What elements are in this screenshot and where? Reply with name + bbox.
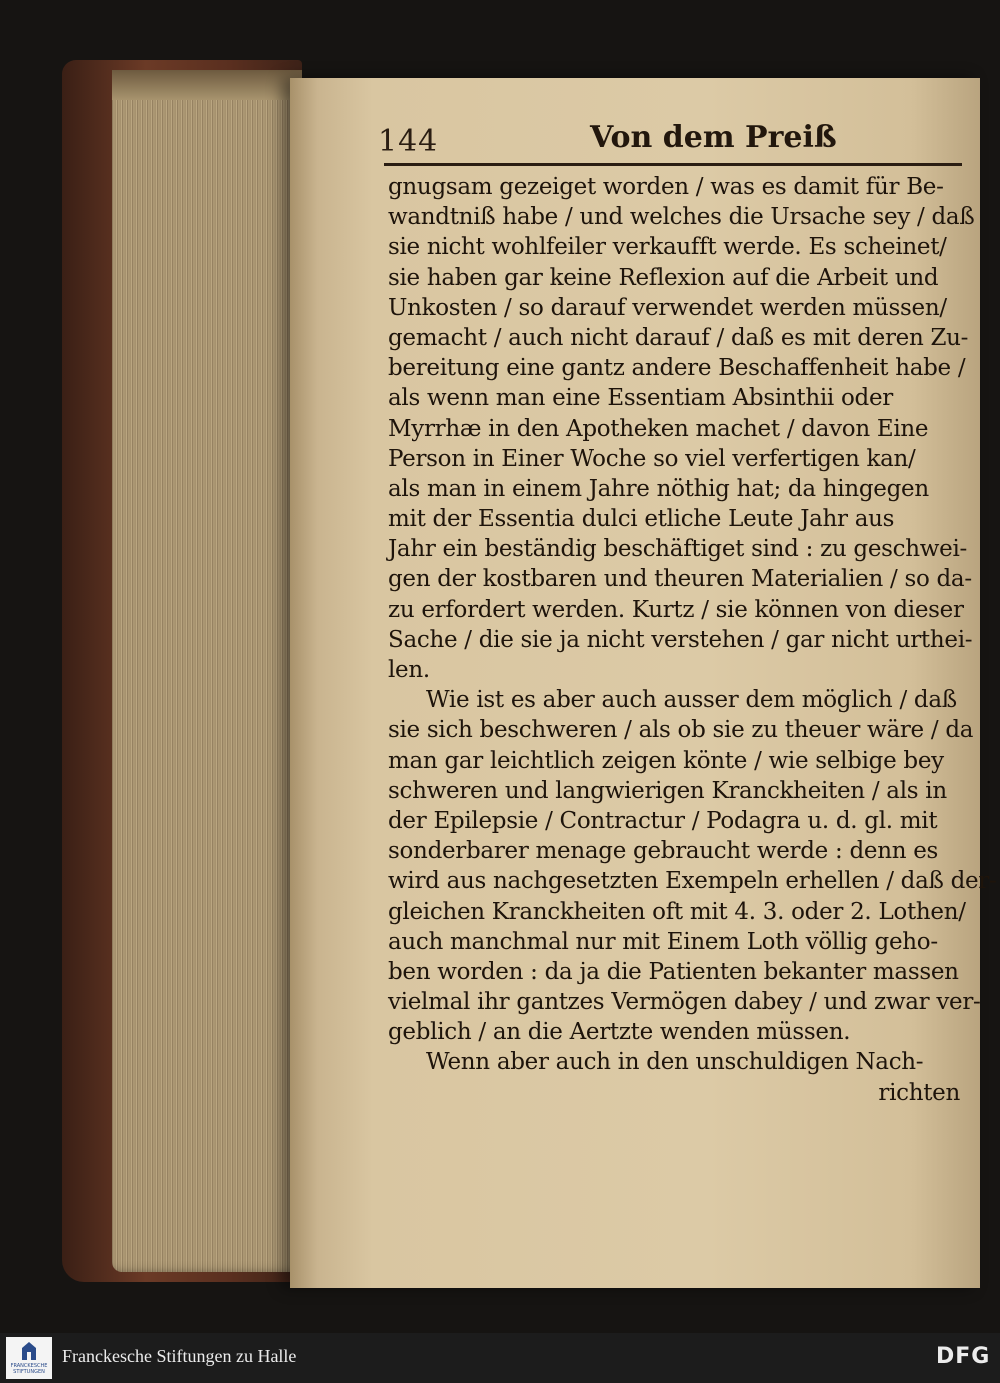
text-line: Sache / die sie ja nicht verstehen / gar nicht urthei- [388, 626, 973, 653]
text-line: sie sich beschweren / als ob sie zu theuer wäre / da [388, 717, 974, 744]
text-line: gen der kostbaren und theuren Materialien / so da- [388, 566, 972, 593]
text-line: geblich / an die Aertzte wenden müssen. [388, 1019, 851, 1046]
text-line: auch manchmal nur mit Einem Loth völlig geho- [388, 928, 938, 955]
text-line: len. [388, 657, 430, 683]
text-line: sonderbarer menage gebraucht werde : denn es [388, 838, 939, 865]
text-line: schweren und langwierigen Kranckheiten / als in [388, 777, 947, 804]
institution-name[interactable]: Franckesche Stiftungen zu Halle [62, 1346, 297, 1366]
text-line: Jahr ein beständig beschäftiget sind : zu geschwei- [388, 536, 967, 563]
institution-logo[interactable] [6, 1337, 52, 1379]
body-text [388, 172, 997, 1108]
text-line: gnugsam gezeiget worden / was es damit für Be- [388, 174, 944, 200]
text-line: mit der Essentia dulci etliche Leute Jahr aus [388, 506, 895, 533]
text-line: wandtniß habe / und welches die Ursache sey / daß [388, 204, 975, 231]
text-line: bereitung eine gantz andere Beschaffenheit habe / [388, 355, 966, 382]
logo-text: FRANCKESCHE STIFTUNGEN [10, 1363, 48, 1375]
text-line: gemacht / auch nicht darauf / daß es mit deren Zu- [388, 324, 969, 351]
page-edges [112, 72, 302, 1272]
text-line: vielmal ihr gantzes Vermögen dabey / und zwar ver- [388, 989, 981, 1016]
viewer-footer [0, 1333, 1000, 1383]
text-line: wird aus nachgesetzten Exempeln erhellen / daß der- [388, 868, 997, 895]
catchword: richten [878, 1079, 960, 1106]
text-line: als man in einem Jahre nöthig hat; da hingegen [388, 475, 929, 502]
page-edges-top [112, 70, 302, 100]
text-line: der Epilepsie / Contractur / Podagra u. d. gl. mit [388, 807, 938, 834]
text-line: man gar leichtlich zeigen könte / wie selbige bey [388, 747, 944, 774]
dfg-logo[interactable]: DFG [936, 1344, 991, 1369]
page-header [378, 118, 962, 160]
page-number: 144 [378, 124, 439, 159]
building-icon [22, 1342, 36, 1360]
running-head: Von dem Preiß [590, 120, 837, 155]
text-line: Wenn aber auch in den unschuldigen Nach- [426, 1049, 924, 1076]
header-rule [384, 163, 962, 166]
text-line: Unkosten / so darauf verwendet werden müssen/ [388, 294, 947, 321]
text-line: sie nicht wohlfeiler verkaufft werde. Es scheinet/ [388, 234, 947, 261]
text-line: Person in Einer Woche so viel verfertigen kan/ [388, 445, 916, 472]
text-line: gleichen Kranckheiten oft mit 4. 3. oder 2. Lothen/ [388, 898, 966, 925]
text-line: als wenn man eine Essentiam Absinthii oder [388, 385, 893, 412]
text-line: Wie ist es aber auch ausser dem möglich / daß [426, 687, 957, 714]
text-line: zu erfordert werden. Kurtz / sie können von dieser [388, 596, 964, 623]
text-line: ben worden : da ja die Patienten bekanter massen [388, 958, 959, 985]
text-line: sie haben gar keine Reflexion auf die Arbeit und [388, 264, 939, 291]
text-line: Myrrhæ in den Apotheken machet / davon Eine [388, 415, 929, 442]
